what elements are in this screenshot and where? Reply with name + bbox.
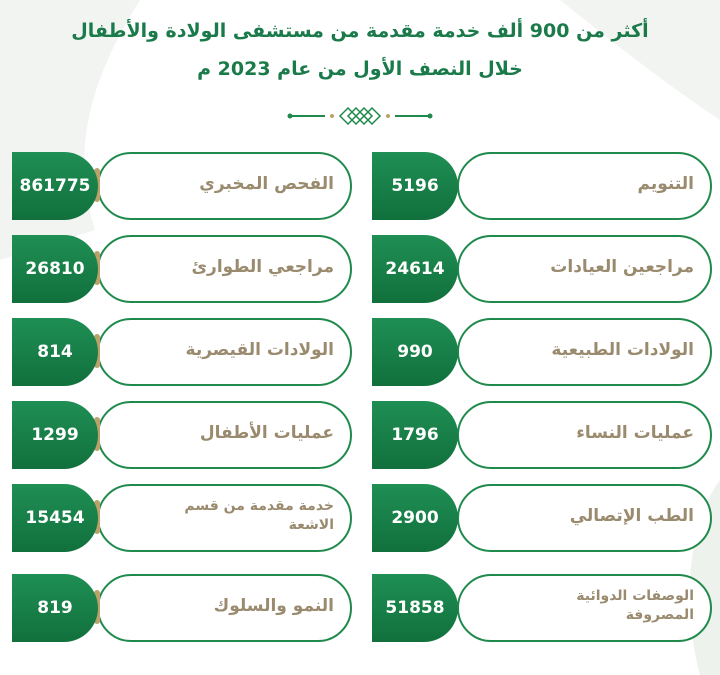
- header-title: أكثر من 900 ألف خدمة مقدمة من مستشفى الولادة والأطفال: [71, 20, 649, 42]
- stat-card-natural-births: [372, 318, 712, 386]
- stat-card-radiology: [12, 484, 352, 552]
- stat-label: مراجعي الطوارئ: [191, 257, 334, 277]
- stat-value: 24614: [372, 235, 458, 303]
- stat-card-inpatient: [372, 152, 712, 220]
- stat-label: الفحص المخبري: [199, 174, 334, 194]
- stat-label: عمليات الأطفال: [199, 423, 334, 443]
- stat-card-emergency: [12, 235, 352, 303]
- stat-value: 819: [12, 574, 98, 642]
- stat-value: 2900: [372, 484, 458, 552]
- stat-card-prescriptions: [372, 574, 712, 642]
- stat-label: الولادات الطبيعية: [551, 340, 694, 360]
- stat-card-laboratory: [12, 152, 352, 220]
- ornament-divider: [285, 104, 435, 128]
- stat-label: الولادات القيصرية: [185, 340, 334, 360]
- stat-card-gynecology-surgeries: [372, 401, 712, 469]
- stat-label: مراجعين العيادات: [550, 257, 694, 277]
- stat-label: النمو والسلوك: [213, 596, 334, 616]
- stat-label: عمليات النساء: [576, 423, 694, 443]
- stat-value: 51858: [372, 574, 458, 642]
- stat-label: خدمة مقدمة من قسم الاشعة: [184, 498, 334, 533]
- stat-label: الوصفات الدوائية المصروفة: [576, 588, 694, 623]
- stat-card-growth-behavior: [12, 574, 352, 642]
- stat-value: 861775: [12, 152, 98, 220]
- stat-value: 990: [372, 318, 458, 386]
- stat-value: 15454: [12, 484, 98, 552]
- stat-value: 814: [12, 318, 98, 386]
- stat-label: الطب الإتصالي: [569, 506, 694, 526]
- header-subtitle: خلال النصف الأول من عام 2023 م: [197, 58, 523, 80]
- stat-value: 1796: [372, 401, 458, 469]
- stat-label: التنويم: [637, 174, 694, 194]
- stat-card-clinics: [372, 235, 712, 303]
- stat-value: 26810: [12, 235, 98, 303]
- stat-card-cesarean-births: [12, 318, 352, 386]
- stat-value: 5196: [372, 152, 458, 220]
- stat-value: 1299: [12, 401, 98, 469]
- stat-card-telemedicine: [372, 484, 712, 552]
- stat-card-pediatric-surgeries: [12, 401, 352, 469]
